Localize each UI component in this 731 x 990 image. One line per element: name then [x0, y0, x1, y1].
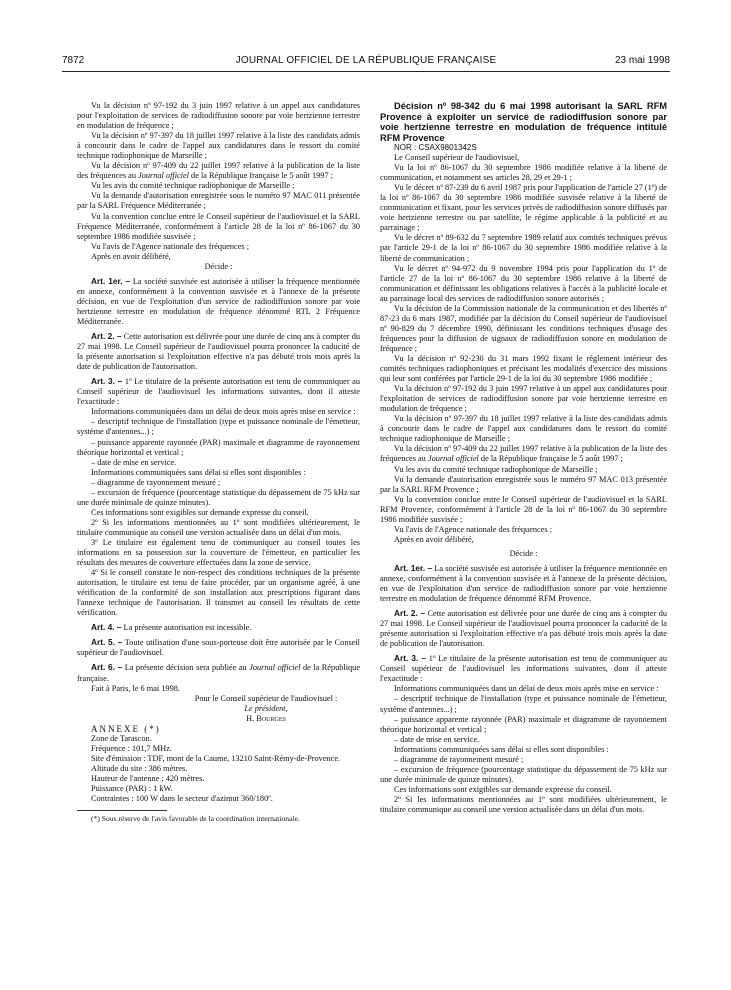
visa-paragraph: Vu la décision nº 97-409 du 22 juillet 1997 relative à la publication de la liste des fréquences au Journal officiel de la République française le 5 août 1997 ;: [77, 161, 360, 181]
list-item: – diagramme de rayonnement mesuré ;: [394, 754, 524, 764]
paragraph-2o: 2º Si les informations mentionnées au 1º sont modifiées ultérieurement, le titulaire communique au conseil une version actualisée dans un délai d'un mois.: [380, 794, 667, 814]
footnote: (*) Sous réserve de l'avis favorable de la coordination internationale.: [91, 814, 300, 824]
signature-block: Pour le Conseil supérieur de l'audiovisuel : Le président, H. Bourges: [194, 693, 338, 723]
article-6: Art. 6. – La présente décision sera publiée au Journal officiel de la République française.: [77, 662, 360, 683]
visa-paragraph: Vu les avis du comité technique radiophonique de Marseille ;: [91, 181, 295, 191]
info-note: Ces informations sont exigibles sur demande expresse du conseil.: [91, 507, 309, 517]
decide-heading: Décide :: [509, 548, 538, 558]
article-3: Art. 3. – 1º Le titulaire de la présente autorisation est tenu de communiquer au Conseil supérieur de l'audiovisuel les informations suivantes, dont il atteste l'exactitude :: [380, 653, 667, 684]
annexe-line: Site d'émission : TDF, mont de la Caume, 13210 Saint-Rémy-de-Provence.: [91, 753, 341, 763]
nor-reference: NOR : CSAX9801342S: [394, 143, 477, 152]
visa-paragraph: Vu le décret nº 94-972 du 9 novembre 1994 pris pour l'application du 1º de l'article 27 de la loi nº 86-1067 du 30 septembre 1986 relative à la liberté de communication et définissant les obligations relatives à l'accès à la publicité locale et au parrainage local des services de radiodiffusion sonore autorisés ;: [380, 263, 667, 303]
list-item: – excursion de fréquence (pourcentage statistique du dépassement de 75 kHz sur une durée minimale de quinze minutes).: [380, 764, 667, 784]
paragraph-2o: 2º Si les informations mentionnées au 1º sont modifiées ultérieurement, le titulaire communique au conseil une version actualisée dans un délai d'un mois.: [77, 517, 360, 537]
list-item: – diagramme de rayonnement mesuré ;: [91, 477, 221, 487]
visa-paragraph: Vu la décision nº 97-409 du 22 juillet 1997 relative à la publication de la liste des fréquences au Journal officiel de la République française le 5 août 1997 ;: [380, 444, 667, 464]
signing-place-date: Fait à Paris, le 6 mai 1998.: [91, 683, 180, 693]
left-column: [77, 101, 360, 824]
list-item: – excursion de fréquence (pourcentage statistique du dépassement de 75 kHz sur une durée minimale de quinze minutes).: [77, 487, 360, 507]
annexe-line: Altitude du site : 386 mètres.: [91, 763, 188, 773]
issue-date: 23 mai 1998: [614, 55, 670, 66]
article-4: Art. 4. – La présente autorisation est incessible.: [91, 622, 252, 633]
visa-paragraph: Vu la convention conclue entre le Conseil supérieur de l'audiovisuel et la SARL Fréquence Méditerranée, conformément à l'article 28 de la loi nº 86-1067 du 30 septembre 1986 modifiée susvisée ;: [77, 211, 360, 241]
annexe-line: Contraintes : 100 W dans le secteur d'azimut 360/180º.: [91, 794, 273, 804]
annexe-line: Hauteur de l'antenne : 420 mètres.: [91, 774, 205, 783]
right-column: [380, 101, 667, 815]
paragraph-4o: 4º Si le conseil constate le non-respect des conditions techniques de la présente autorisation, le titulaire est tenu de faire procéder, par un organisme agréé, à une vérification de la conformité de son installation aux prescriptions figurant dans l'annexe technique de l'autorisation. Il transmet au conseil les résultats de cette vérification.: [77, 568, 360, 618]
visa-paragraph: Après en avoir délibéré,: [394, 534, 474, 544]
article-5: Art. 5. – Toute utilisation d'une sous-porteuse doit être autorisée par le Conseil supérieur de l'audiovisuel.: [77, 637, 360, 658]
article-2: Art. 2. – Cette autorisation est délivrée pour une durée de cinq ans à compter du 27 mai 1998. Le Conseil supérieur de l'audiovisuel pourra prononcer la caducité de la présente autorisation si l'exploitation effective n'a pas débuté trois mois après la date de publication de l'autorisation.: [380, 608, 668, 649]
header-rule: [62, 71, 670, 72]
article-1: Art. 1er. – La société susvisée est autorisée à utiliser la fréquence mentionnée en annexe, conformément à la convention susvisée et à l'annexe de la présente décision, en vue de l'exploitation d'un service de radiodiffusion sonore par voie hertzienne terrestre en modulation de fréquence dénommé RFM Provence.: [380, 562, 668, 604]
footnote-rule: [77, 810, 167, 811]
article-3: Art. 3. – 1º Le titulaire de la présente autorisation est tenu de communiquer au Conseil supérieur de l'audiovisuel les informations suivantes, dont il atteste l'exactitude :: [77, 376, 361, 407]
decision-title: Décision nº 98-342 du 6 mai 1998 autorisant la SARL RFM Provence à exploiter un service de radiodiffusion sonore par voie hertzienne terrestre en modulation de fréquence intitulé RFM Provence: [380, 101, 667, 143]
info-heading: Informations communiquées dans un délai de deux mois après mise en service :: [91, 407, 356, 417]
visa-paragraph: Vu l'avis de l'Agence nationale des fréquences ;: [91, 241, 249, 251]
info-note: Ces informations sont exigibles sur demande expresse du conseil.: [394, 784, 612, 794]
list-item: – puissance apparente rayonnée (PAR) maximale et diagramme de rayonnement théorique horizontal et vertical ;: [77, 437, 360, 457]
visa-paragraph: Vu la décision nº 97-397 du 18 juillet 1997 relative à la liste des candidats admis à concourir dans le cadre de l'appel aux candidatures dans le ressort du comité technique radiophonique de Marseille ;: [77, 131, 360, 161]
paragraph-3o: 3º Le titulaire est également tenu de communiquer au conseil toutes les informations en sa possession sur la couverture de l'émetteur, en particulier les résultats des mesures de couverture effectuées dans la zone de service.: [77, 537, 360, 568]
visa-paragraph: Vu la loi nº 86-1067 du 30 septembre 1986 modifiée relative à la liberté de communication, et notamment ses articles 28, 29 et 29-1 ;: [380, 163, 667, 183]
annexe-line: Puissance (PAR) : 1 kW.: [91, 784, 173, 794]
preamble: Le Conseil supérieur de l'audiovisuel,: [394, 153, 520, 163]
annexe-heading: ANNEXE (*): [91, 723, 161, 734]
annexe-line: Fréquence : 101,7 MHz.: [91, 743, 172, 753]
info-heading: Informations communiquées sans délai si elles sont disponibles :: [394, 744, 609, 754]
page-number: 7872: [62, 55, 85, 66]
info-heading: Informations communiquées sans délai si elles sont disponibles :: [91, 467, 306, 477]
list-item: – descriptif technique de l'installation (type et puissance nominale de l'émetteur, système d'antennes...) ;: [77, 417, 360, 437]
article-2: Art. 2. – Cette autorisation est délivrée pour une durée de cinq ans à compter du 27 mai 1998. Le Conseil supérieur de l'audiovisuel pourra prononcer la caducité de la présente autorisation si l'exploitation effective n'a pas débuté trois mois après la date de publication de l'autorisation.: [77, 331, 361, 372]
visa-paragraph: Vu la demande d'autorisation enregistrée sous le numéro 97 MAC 011 présentée par la SARL Fréquence Méditerranée ;: [77, 191, 360, 211]
visa-paragraph: Vu la convention conclue entre le Conseil supérieur de l'audiovisuel et la SARL RFM Provence, conformément à l'article 28 de la loi nº 86-1067 du 30 septembre 1986 modifiée susvisée ;: [380, 494, 667, 524]
journal-title: JOURNAL OFFICIEL DE LA RÉPUBLIQUE FRANÇAISE: [235, 55, 497, 66]
page-header: [62, 55, 670, 69]
visa-paragraph: Vu le décret nº 89-632 du 7 septembre 1989 relatif aux comités techniques prévus par l'article 29-1 de la loi nº 86-1067 du 30 septembre 1986 modifiée relative à la liberté de communication ;: [380, 233, 667, 263]
visa-paragraph: Vu les avis du comité technique radiophonique de Marseille ;: [394, 464, 598, 474]
list-item: – date de mise en service.: [394, 734, 480, 744]
visa-paragraph: Vu la décision nº 97-397 du 18 juillet 1997 relative à la liste des candidats admis à concourir dans le cadre de l'appel aux candidatures dans le ressort du comité technique radiophonique de Marseille ;: [380, 414, 667, 444]
visa-paragraph: Vu la décision nº 97-192 du 3 juin 1997 relative à un appel aux candidatures pour l'exploitation de services de radiodiffusion sonore par voie hertzienne terrestre en modulation de fréquence ;: [380, 384, 667, 414]
list-item: – descriptif technique de l'installation (type et puissance nominale de l'émetteur, système d'antennes...) ;: [380, 694, 667, 714]
list-item: – date de mise en service.: [91, 457, 177, 467]
article-1: Art. 1er. – La société susvisée est autorisée à utiliser la fréquence mentionnée en annexe, conformément à la convention susvisée et à l'annexe de la présente décision, en vue de l'exploitation d'un service de radiodiffusion sonore par voie hertzienne terrestre en modulation de fréquence dénommé RTL 2 Fréquence Méditerranée.: [77, 275, 360, 326]
visa-paragraph: Après en avoir délibéré,: [91, 251, 171, 261]
visa-paragraph: Vu la demande d'autorisation enregistrée sous le numéro 97 MAC 013 présentée par la SARL RFM Provence ;: [380, 474, 667, 494]
visa-paragraph: Vu la décision de la Commission nationale de la communication et des libertés nº 87-23 du 6 mars 1987, modifiée par la décision du Conseil supérieur de l'audiovisuel nº 90-829 du 7 décembre 1990, définissant les conditions techniques d'usage des fréquences pour la diffusion de signaux de radiodiffusion sonore en modulation de fréquence ;: [380, 303, 667, 353]
visa-paragraph: Vu la décision nº 92-230 du 31 mars 1992 fixant le règlement intérieur des comités techniques radiophoniques et précisant les modalités d'exercice des missions qui leur sont conférées par l'article 29-1 de la loi du 30 septembre 1986 modifiée ;: [380, 353, 667, 384]
list-item: – puissance apparente rayonnée (PAR) maximale et diagramme de rayonnement théorique horizontal et vertical ;: [380, 714, 667, 734]
info-heading: Informations communiquées dans un délai de deux mois après mise en service :: [394, 684, 659, 694]
visa-paragraph: Vu l'avis de l'Agence nationale des fréquences ;: [394, 524, 552, 534]
visa-paragraph: Vu la décision nº 97-192 du 3 juin 1997 relative à un appel aux candidatures pour l'exploitation de services de radiodiffusion sonore par voie hertzienne terrestre en modulation de fréquence ;: [77, 101, 360, 131]
visa-paragraph: Vu le décret nº 87-239 du 6 avril 1987 pris pour l'application de l'article 27 (1º) de la loi nº 86-1067 du 30 septembre 1986 modifiée susvisée relative à la liberté de communication et fixant, pour les services privés de radiodiffusion sonore diffusés par voie hertzienne terrestre ou par satellite, le régime applicable à la publicité et au parrainage ;: [380, 183, 667, 233]
annexe-line: Zone de Tarascon.: [91, 733, 152, 743]
decide-heading: Décide :: [204, 261, 233, 271]
